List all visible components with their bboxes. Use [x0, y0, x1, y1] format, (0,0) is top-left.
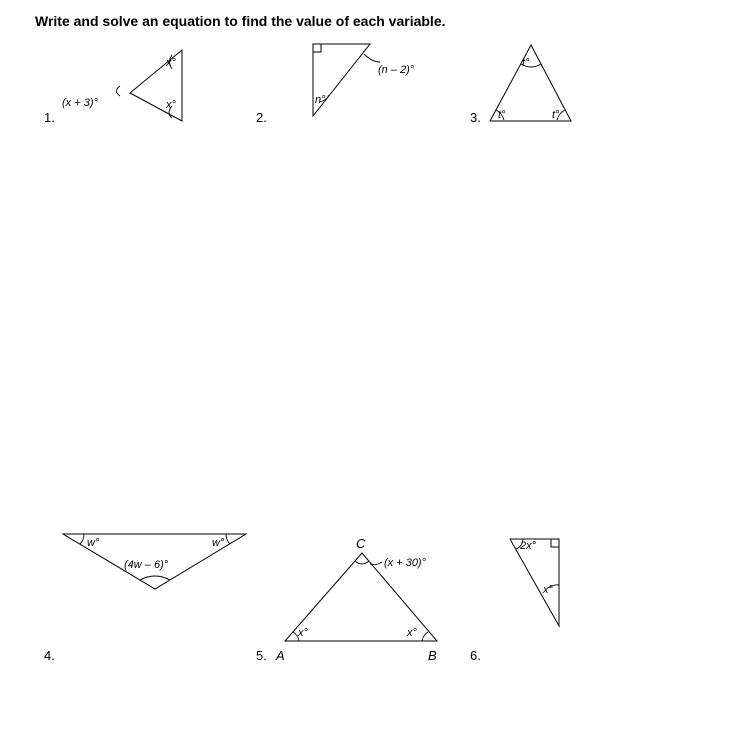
problem-5-label-top: (x + 30)°	[384, 557, 426, 569]
problem-1-number: 1.	[44, 110, 55, 125]
problem-1-label-bottom: x°	[166, 99, 176, 111]
problem-5-vertex-b: B	[428, 648, 437, 663]
problem-2-label-bottom: n°	[315, 94, 326, 106]
problem-3-label-top: t°	[522, 57, 530, 69]
problem-6-label-bottom: x°	[543, 584, 553, 596]
problem-2-triangle	[313, 44, 415, 116]
problem-2-number: 2.	[256, 110, 267, 125]
problem-4-triangle	[63, 534, 246, 589]
problem-3-number: 3.	[470, 110, 481, 125]
problem-5-number: 5.	[256, 648, 267, 663]
problem-6-label-top: 2x°	[520, 540, 537, 552]
problem-1-triangle	[62, 50, 182, 121]
problem-4-number: 4.	[44, 648, 55, 663]
problem-2-label-top: (n – 2)°	[378, 64, 415, 76]
problem-6-number: 6.	[470, 648, 481, 663]
problem-5-vertex-c: C	[356, 536, 366, 551]
problem-2-right-angle-mark	[313, 44, 321, 52]
problem-4-label-left: w°	[87, 537, 100, 549]
problem-5-label-left: x°	[298, 627, 308, 639]
problem-6-right-angle-mark	[551, 539, 559, 547]
problem-3-label-left: t°	[498, 109, 506, 121]
problem-4-label-bottom: (4w – 6)°	[124, 559, 169, 571]
problem-5-triangle	[275, 536, 437, 663]
instructions-heading: Write and solve an equation to find the value of each variable.	[35, 13, 446, 29]
problem-4-label-right: w°	[212, 537, 225, 549]
problem-3-label-right: t°	[552, 109, 560, 121]
problem-3-triangle	[490, 45, 571, 121]
problem-1-label-top: x°	[166, 57, 176, 69]
problem-5-label-right: x°	[407, 627, 417, 639]
problem-5-vertex-a: A	[276, 648, 285, 663]
problem-6-triangle	[510, 539, 559, 626]
problem-1-label-left: (x + 3)°	[62, 97, 98, 109]
